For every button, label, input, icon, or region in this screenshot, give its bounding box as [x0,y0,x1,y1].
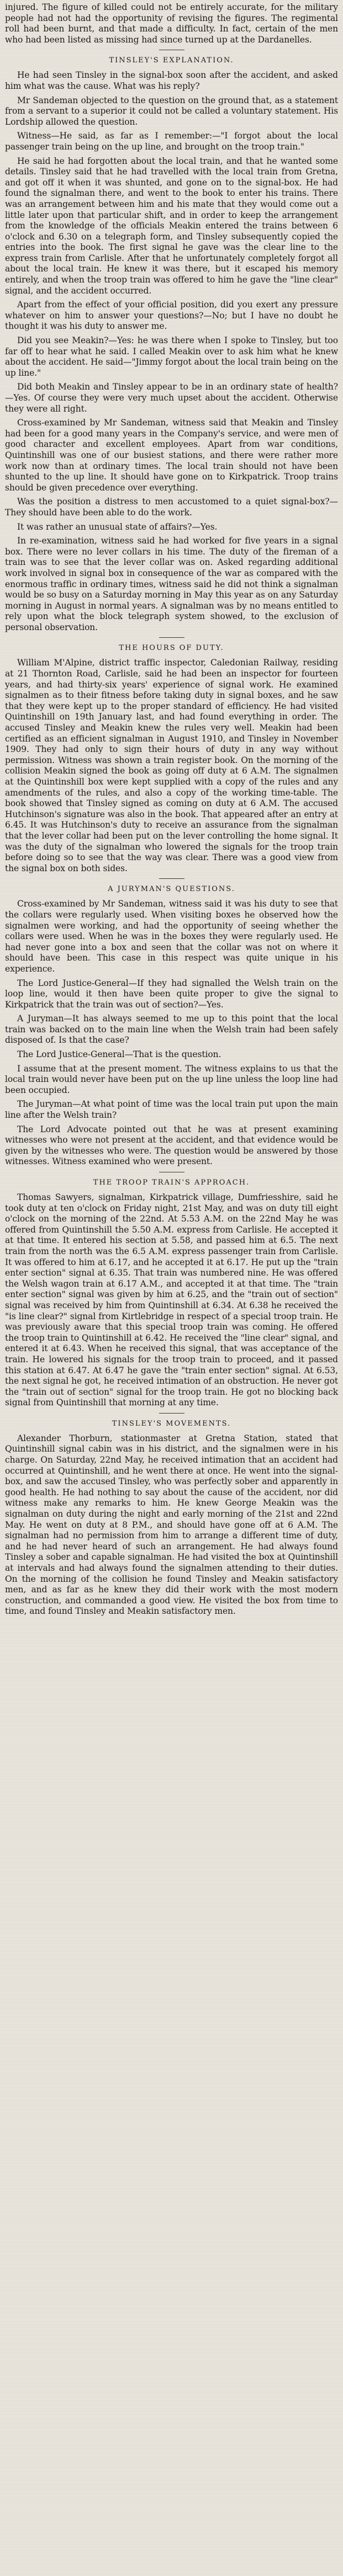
section-paragraph: He had seen Tinsley in the signal-box soon after the accident, and asked him what was the cause. What was his reply? [5,70,338,91]
article-section [5,1413,338,1617]
section-heading: THE TROOP TRAIN'S APPROACH. [93,1178,250,1187]
article-sections [5,50,338,1617]
section-paragraph: Cross-examined by Mr Sandeman, witness said that Meakin and Tinsley had been for a good many years in the Company's service, and were men of good character and excellent employees. Apart from war conditions, Quintinshill was one of our busiest stations, and there were rather more work now than at ordinary times. The local train should not have been shunted to the up line. It should have gone on to Kirkpatrick. Troop trains should be given precedence over everything. [5,418,338,493]
section-divider [159,637,184,638]
section-paragraph: It was rather an unusual state of affairs?—Yes. [17,521,218,532]
section-heading: TINSLEY'S MOVEMENTS. [112,1419,231,1428]
section-paragraph: The Lord Advocate pointed out that he was at present examining witnesses who were not present at the accident, and that evidence would be given by the witnesses who were. The question would be answered by those witnesses. Witness examined who were present. [5,1124,338,1167]
section-paragraph: Cross-examined by Mr Sandeman, witness said it was his duty to see that the collars were regularly used. When visiting boxes he observed how the signalmen were working, and had the opportunity of seeing whether the collars were used. When he was in the boxes they were regularly used. He had never gone into a box and seen that the collar was not on where it should have been. This case in this respect was quite unique in his experience. [5,899,338,974]
section-heading: TINSLEY'S EXPLANATION. [109,56,234,65]
article-section [5,878,338,1167]
article-section [5,50,338,633]
intro-paragraph: injured. The figure of killed could not be entirely accurate, for the military people had not had the opportunity of revising the figures. The regimental roll had been burnt, and that made a difficulty. In fact, certain of the men who had been listed as missing had since turned up at the Dardanelles. [5,2,338,45]
section-paragraph: Alexander Thorburn, stationmaster at Gretna Station, stated that Quintinshill signal cabin was in his district, and the signalmen were in his charge. On Saturday, 22nd May, he received intimation that an accident had occurred at Quintinshill, and he went there at once. He went into the signal-box, and saw the accused Tinsley, who was perfectly sober and apparently in good health. He had nothing to say about the cause of the accident, nor did witness make any remarks to him. He knew George Meakin was the signalman on duty during the night and early morning of the 21st and 22nd May. He went on duty at 8 P.M., and should have gone off at 6 A.M. The signalman had no permission from him to arrange a different time of duty, and he had never heard of such an arrangement. He had always found Tinsley a sober and capable signalman. He had visited the box at Quintinshill at intervals and had always found the signalmen attending to their duties. On the morning of the collision he found Tinsley and Meakin satisfactory men, and as far as he knew they did their work with the most modern construction, and commanded a good view. He visited the box from time to time, and found Tinsley and Meakin satisfactory men. [5,1433,338,1617]
section-paragraph: Was the position a distress to men accustomed to a quiet signal-box?—They should have been able to do the work. [5,497,338,518]
intro-block [5,2,338,45]
article-section [5,1172,338,1409]
section-paragraph: The Juryman—At what point of time was the local train put upon the main line after the Welsh train? [5,1099,338,1121]
section-heading: A JURYMAN'S QUESTIONS. [108,885,235,894]
section-paragraph: The Lord Justice-General—If they had signalled the Welsh train on the loop line, would it then have been quite proper to give the signal to Kirkpatrick that the train was out of section?—Yes. [5,978,338,1010]
section-paragraph: Witness—He said, as far as I remember:—"I forgot about the local passenger train being on the up line, and brought on the troop train." [5,131,338,152]
section-paragraph: Mr Sandeman objected to the question on the ground that, as a statement from a servant to a superior it could not be called a voluntary statement. His Lordship allowed the question. [5,95,338,127]
section-divider [159,1413,184,1414]
section-paragraph: I assume that at the present moment. The witness explains to us that the local train would never have been put on the up line unless the loop line had been occupied. [5,1063,338,1095]
section-paragraph: A Juryman—It has always seemed to me up to this point that the local train was backed on to the main line when the Welsh train had been safely disposed of. Is that the case? [5,1014,338,1046]
section-heading: THE HOURS OF DUTY. [119,644,224,653]
section-divider [159,878,184,879]
section-paragraph: Did you see Meakin?—Yes: he was there when I spoke to Tinsley, but too far off to hear what he said. I called Meakin over to ask him what he knew about the accident. He said—"Jimmy forgot about the local train being on the up line." [5,335,338,378]
section-paragraph: Thomas Sawyers, signalman, Kirkpatrick village, Dumfriesshire, said he took duty at ten o'clock on Friday night, 21st May, and was on duty till eight o'clock on the morning of the 22nd. At 5.53 A.M. on the 22nd May he was offered from Quintinshill the 5.50 A.M. express from Carlisle. He accepted it at that time. It entered his section at 5.58, and passed him at 6.5. The next train from the north was the 6.5 A.M. express passenger train from Carlisle. It was offered to him at 6.17, and he accepted it at 6.17. He put up the "train enter section" signal at 6.35. That train was numbered nine. He was offered the Welsh wagon train at 6.17 A.M., and accepted it at that time. The "train enter section" signal was given by him at 6.25, and the "train out of section" signal was received by him from Quintinshill at 6.34. At 6.38 he received the "is line clear?" signal from Kirtlebridge in respect of a special troop train. He was previously aware that this special troop train was coming. He offered the troop train to Quintinshill at 6.42. He received the "line clear" signal, and entered it at 6.43. When he received this signal, that was acceptance of the train. He lowered his signals for the troop train to proceed, and it passed this station at 6.47. At 6.47 he gave the "train enter section" signal. At 6.53, the next signal he got, he received intimation of an obstruction. He never got the "train out of section" signal for the troop train. He got no blocking back signal from Quintinshill that morning at any time. [5,1192,338,1408]
section-paragraph: Did both Meakin and Tinsley appear to be in an ordinary state of health?—Yes. Of course they were very much upset about the accident. Otherwise they were all right. [5,382,338,414]
section-paragraph: He said he had forgotten about the local train, and that he wanted some details. Tinsley said that he had travelled with the local train from Gretna, and got off it when it was shunted, and gone on to the signal-box. He had found the signalman there, and went to the book to enter his trains. There was an arrangement between him and his mate that they would come out a little later upon that particular shift, and in order to keep the arrangement from the knowledge of the officials Meakin entered the trains between 6 o'clock and 6.30 on a telegraph form, and Tinsley subsequently copied the entries into the book. The first signal he gave was the clear line to the express train from Carlisle. After that he unfortunately completely forgot all about the local train. He knew it was there, but it escaped his memory entirely, and when the troop train was offered to him he gave the "line clear" signal, and the accident occurred. [5,156,338,296]
section-paragraph: Apart from the effect of your official position, did you exert any pressure whatever on him to answer your questions?—No; but I have no doubt he thought it was his duty to answer me. [5,300,338,332]
section-paragraph: In re-examination, witness said he had worked for five years in a signal box. There were no lever collars in his time. The duty of the fireman of a train was to see that the lever collar was on. Asked regarding additional work involved in signal box in consequence of the war as compared with the enormous traffic in ordinary times, witness said he did not think a signalman would be so busy on a Saturday morning in May this year as on any Saturday morning in August in normal years. A signalman was by no means entitled to rely upon what the block telegraph system showed, to the exclusion of personal observation. [5,536,338,632]
section-paragraph: The Lord Justice-General—That is the question. [17,1049,221,1060]
article-section [5,637,338,874]
section-paragraph: William M'Alpine, district traffic inspector, Caledonian Railway, residing at 21 Thornton Road, Carlisle, said he had been an inspector for fourteen years, and had thirty-six years' experience of signal work. He examined signalmen as to their fitness before taking duty in signal boxes, and he saw that they were kept up to the proper standard of efficiency. He had visited Quintinshill on 19th January last, and had found everything in order. The accused Tinsley and Meakin knew the rules very well. Meakin had been certified as an efficient signalman in August 1910, and Tinsley in November 1909. They had only to sign their hours of duty in any way without permission. Witness was shown a train register book. On the morning of the collision Meakin signed the book as going off duty at 6 A.M. The signalmen at the Quintinshill box were kept supplied with a copy of the rules and any amendments of the rules, and also a copy of the working time-table. The book showed that Tinsley signed as coming on duty at 6 A.M. The accused Hutchinson's signature was also in the book. That appeared after an entry at 6.45. It was Hutchinson's duty to receive an assurance from the signalman that the lever collar had been put on the lever controlling the home signal. It was the duty of the signalman who lowered the signals for the troop train before doing so to see that the way was clear. There was a good view from the signal box on both sides. [5,658,338,873]
